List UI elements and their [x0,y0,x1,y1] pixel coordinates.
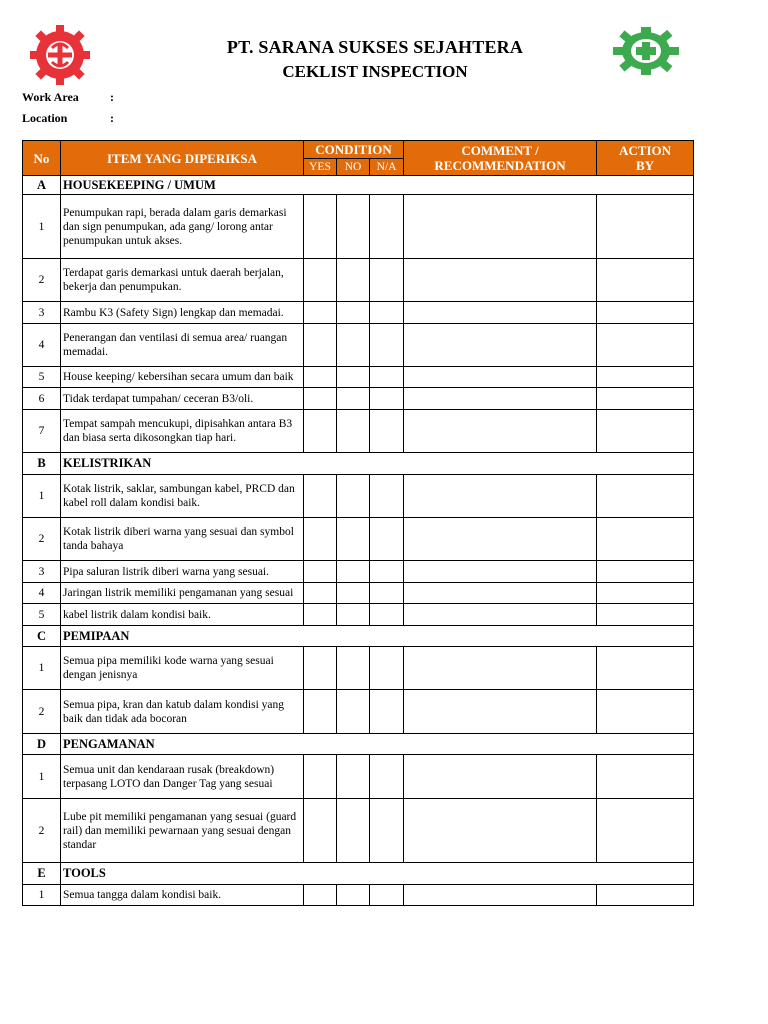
table-row [23,302,694,324]
table-row [23,885,694,906]
section-letter: A [23,176,61,195]
comment-cell[interactable] [404,755,597,799]
na-cell[interactable] [370,302,404,324]
section-letter: C [23,626,61,647]
yes-cell[interactable] [304,195,337,259]
na-cell[interactable] [370,583,404,604]
work-area-label: Work Area [22,90,79,104]
section-title: TOOLS [61,863,694,885]
action-by-cell[interactable] [597,647,694,690]
table-row [23,410,694,453]
action-by-cell[interactable] [597,475,694,518]
action-by-cell[interactable] [597,195,694,259]
section-title: KELISTRIKAN [61,453,694,475]
na-cell[interactable] [370,885,404,906]
comment-cell[interactable] [404,583,597,604]
section-letter: B [23,453,61,475]
na-cell[interactable] [370,755,404,799]
form-title: CEKLIST INSPECTION [282,62,468,81]
action-by-cell[interactable] [597,302,694,324]
na-cell[interactable] [370,647,404,690]
item-description: Terdapat garis demarkasi untuk daerah berjalan, bekerja dan penumpukan. [61,259,304,302]
comment-header-line1: COMMENT / [461,143,539,158]
no-cell[interactable] [337,604,370,626]
na-cell[interactable] [370,388,404,410]
yes-cell[interactable] [304,518,337,561]
no-cell[interactable] [337,755,370,799]
section-title: PENGAMANAN [61,734,694,755]
table-row [23,388,694,410]
item-number: 7 [23,410,61,453]
no-cell[interactable] [337,475,370,518]
item-number: 2 [23,518,61,561]
comment-cell[interactable] [404,885,597,906]
action-by-cell[interactable] [597,583,694,604]
table-row [23,561,694,583]
action-by-cell[interactable] [597,885,694,906]
yes-cell[interactable] [304,885,337,906]
table-row [23,259,694,302]
location-label: Location [22,111,68,125]
table-row [23,518,694,561]
no-cell[interactable] [337,259,370,302]
item-number: 2 [23,259,61,302]
action-by-cell[interactable] [597,518,694,561]
section-row [23,734,694,755]
comment-cell[interactable] [404,561,597,583]
work-area-separator: : [110,90,114,104]
action-by-cell[interactable] [597,259,694,302]
section-row [23,863,694,885]
item-description: Semua unit dan kendaraan rusak (breakdown) terpasang LOTO dan Danger Tag yang sesuai [61,755,304,799]
item-description: Pipa saluran listrik diberi warna yang sesuai. [61,561,304,583]
item-number: 1 [23,755,61,799]
item-description: Tidak terdapat tumpahan/ ceceran B3/oli. [61,388,304,410]
yes-cell[interactable] [304,302,337,324]
comment-header-line2: RECOMMENDATION [434,158,566,173]
table-row [23,475,694,518]
table-row [23,195,694,259]
item-number: 2 [23,799,61,863]
company-name: PT. SARANA SUKSES SEJAHTERA [226,37,524,57]
no-cell[interactable] [337,367,370,388]
action-by-cell[interactable] [597,561,694,583]
item-description: Kotak listrik, saklar, sambungan kabel, PRCD dan kabel roll dalam kondisi baik. [61,475,304,518]
no-cell[interactable] [337,518,370,561]
no-cell[interactable] [337,302,370,324]
no-cell[interactable] [337,410,370,453]
no-cell[interactable] [337,885,370,906]
location-field [22,111,114,126]
item-description: Rambu K3 (Safety Sign) lengkap dan memadai. [61,302,304,324]
section-row [23,453,694,475]
comment-cell[interactable] [404,647,597,690]
yes-cell[interactable] [304,388,337,410]
item-description: Semua tangga dalam kondisi baik. [61,885,304,906]
no-cell[interactable] [337,324,370,367]
item-description: Penerangan dan ventilasi di semua area/ ruangan memadai. [61,324,304,367]
item-description: Semua pipa, kran dan katub dalam kondisi yang baik dan tidak ada bocoran [61,690,304,734]
col-header-comment [404,141,597,176]
no-cell[interactable] [337,561,370,583]
inspection-checklist-table [22,140,694,906]
na-cell[interactable] [370,324,404,367]
na-cell[interactable] [370,367,404,388]
action-by-cell[interactable] [597,799,694,863]
item-number: 5 [23,367,61,388]
yes-cell[interactable] [304,690,337,734]
item-description: Semua pipa memiliki kode warna yang sesuai dengan jenisnya [61,647,304,690]
item-number: 3 [23,302,61,324]
action-by-cell[interactable] [597,604,694,626]
no-cell[interactable] [337,690,370,734]
yes-cell[interactable] [304,475,337,518]
no-cell[interactable] [337,647,370,690]
yes-cell[interactable] [304,410,337,453]
section-letter: E [23,863,61,885]
col-header-yes: YES [304,159,337,176]
action-header-line2: BY [635,158,655,173]
no-cell[interactable] [337,799,370,863]
item-description: Tempat sampah mencukupi, dipisahkan antara B3 dan biasa serta dikosongkan tiap hari. [61,410,304,453]
comment-cell[interactable] [404,799,597,863]
table-row [23,324,694,367]
na-cell[interactable] [370,195,404,259]
company-logo-red [28,24,92,86]
action-by-cell[interactable] [597,388,694,410]
col-header-condition: CONDITION [304,141,404,159]
action-header-line1: ACTION [619,143,672,158]
item-number: 5 [23,604,61,626]
item-number: 1 [23,475,61,518]
col-header-item: ITEM YANG DIPERIKSA [61,141,304,176]
action-by-cell[interactable] [597,324,694,367]
item-description: Penumpukan rapi, berada dalam garis demarkasi dan sign penumpukan, ada gang/ lorong antar penumpukan untuk akses. [61,195,304,259]
action-by-cell[interactable] [597,755,694,799]
col-header-action [597,141,694,176]
yes-cell[interactable] [304,604,337,626]
na-cell[interactable] [370,690,404,734]
section-row [23,176,694,195]
col-header-no-condition: NO [337,159,370,176]
no-cell[interactable] [337,388,370,410]
na-cell[interactable] [370,799,404,863]
comment-cell[interactable] [404,324,597,367]
na-cell[interactable] [370,518,404,561]
yes-cell[interactable] [304,755,337,799]
yes-cell[interactable] [304,324,337,367]
location-separator: : [110,111,114,125]
item-number: 1 [23,195,61,259]
col-header-no: No [23,141,61,176]
comment-cell[interactable] [404,475,597,518]
table-row [23,367,694,388]
comment-cell[interactable] [404,388,597,410]
item-number: 6 [23,388,61,410]
item-number: 4 [23,583,61,604]
yes-cell[interactable] [304,561,337,583]
yes-cell[interactable] [304,583,337,604]
yes-cell[interactable] [304,647,337,690]
item-description: Lube pit memiliki pengamanan yang sesuai (guard rail) dan memiliki pewarnaan yang sesuai dengan standar [61,799,304,863]
item-number: 4 [23,324,61,367]
item-description: kabel listrik dalam kondisi baik. [61,604,304,626]
action-by-cell[interactable] [597,410,694,453]
na-cell[interactable] [370,604,404,626]
section-title: PEMIPAAN [61,626,694,647]
comment-cell[interactable] [404,367,597,388]
section-row [23,626,694,647]
comment-cell[interactable] [404,195,597,259]
table-row [23,604,694,626]
section-letter: D [23,734,61,755]
work-area-field [22,90,114,105]
yes-cell[interactable] [304,259,337,302]
na-cell[interactable] [370,561,404,583]
comment-cell[interactable] [404,302,597,324]
table-row [23,583,694,604]
no-cell[interactable] [337,583,370,604]
yes-cell[interactable] [304,799,337,863]
comment-cell[interactable] [404,259,597,302]
comment-cell[interactable] [404,604,597,626]
yes-cell[interactable] [304,367,337,388]
comment-cell[interactable] [404,690,597,734]
no-cell[interactable] [337,195,370,259]
item-description: Kotak listrik diberi warna yang sesuai dan symbol tanda bahaya [61,518,304,561]
item-description: Jaringan listrik memiliki pengamanan yang sesuai [61,583,304,604]
comment-cell[interactable] [404,410,597,453]
item-number: 1 [23,885,61,906]
na-cell[interactable] [370,475,404,518]
table-row [23,647,694,690]
item-number: 1 [23,647,61,690]
table-row [23,690,694,734]
na-cell[interactable] [370,259,404,302]
table-row [23,755,694,799]
item-number: 3 [23,561,61,583]
action-by-cell[interactable] [597,690,694,734]
na-cell[interactable] [370,410,404,453]
section-title: HOUSEKEEPING / UMUM [61,176,694,195]
item-description: House keeping/ kebersihan secara umum dan baik [61,367,304,388]
comment-cell[interactable] [404,518,597,561]
table-row [23,799,694,863]
col-header-na: N/A [370,159,404,176]
item-number: 2 [23,690,61,734]
safety-gear-logo-green [611,25,681,77]
action-by-cell[interactable] [597,367,694,388]
